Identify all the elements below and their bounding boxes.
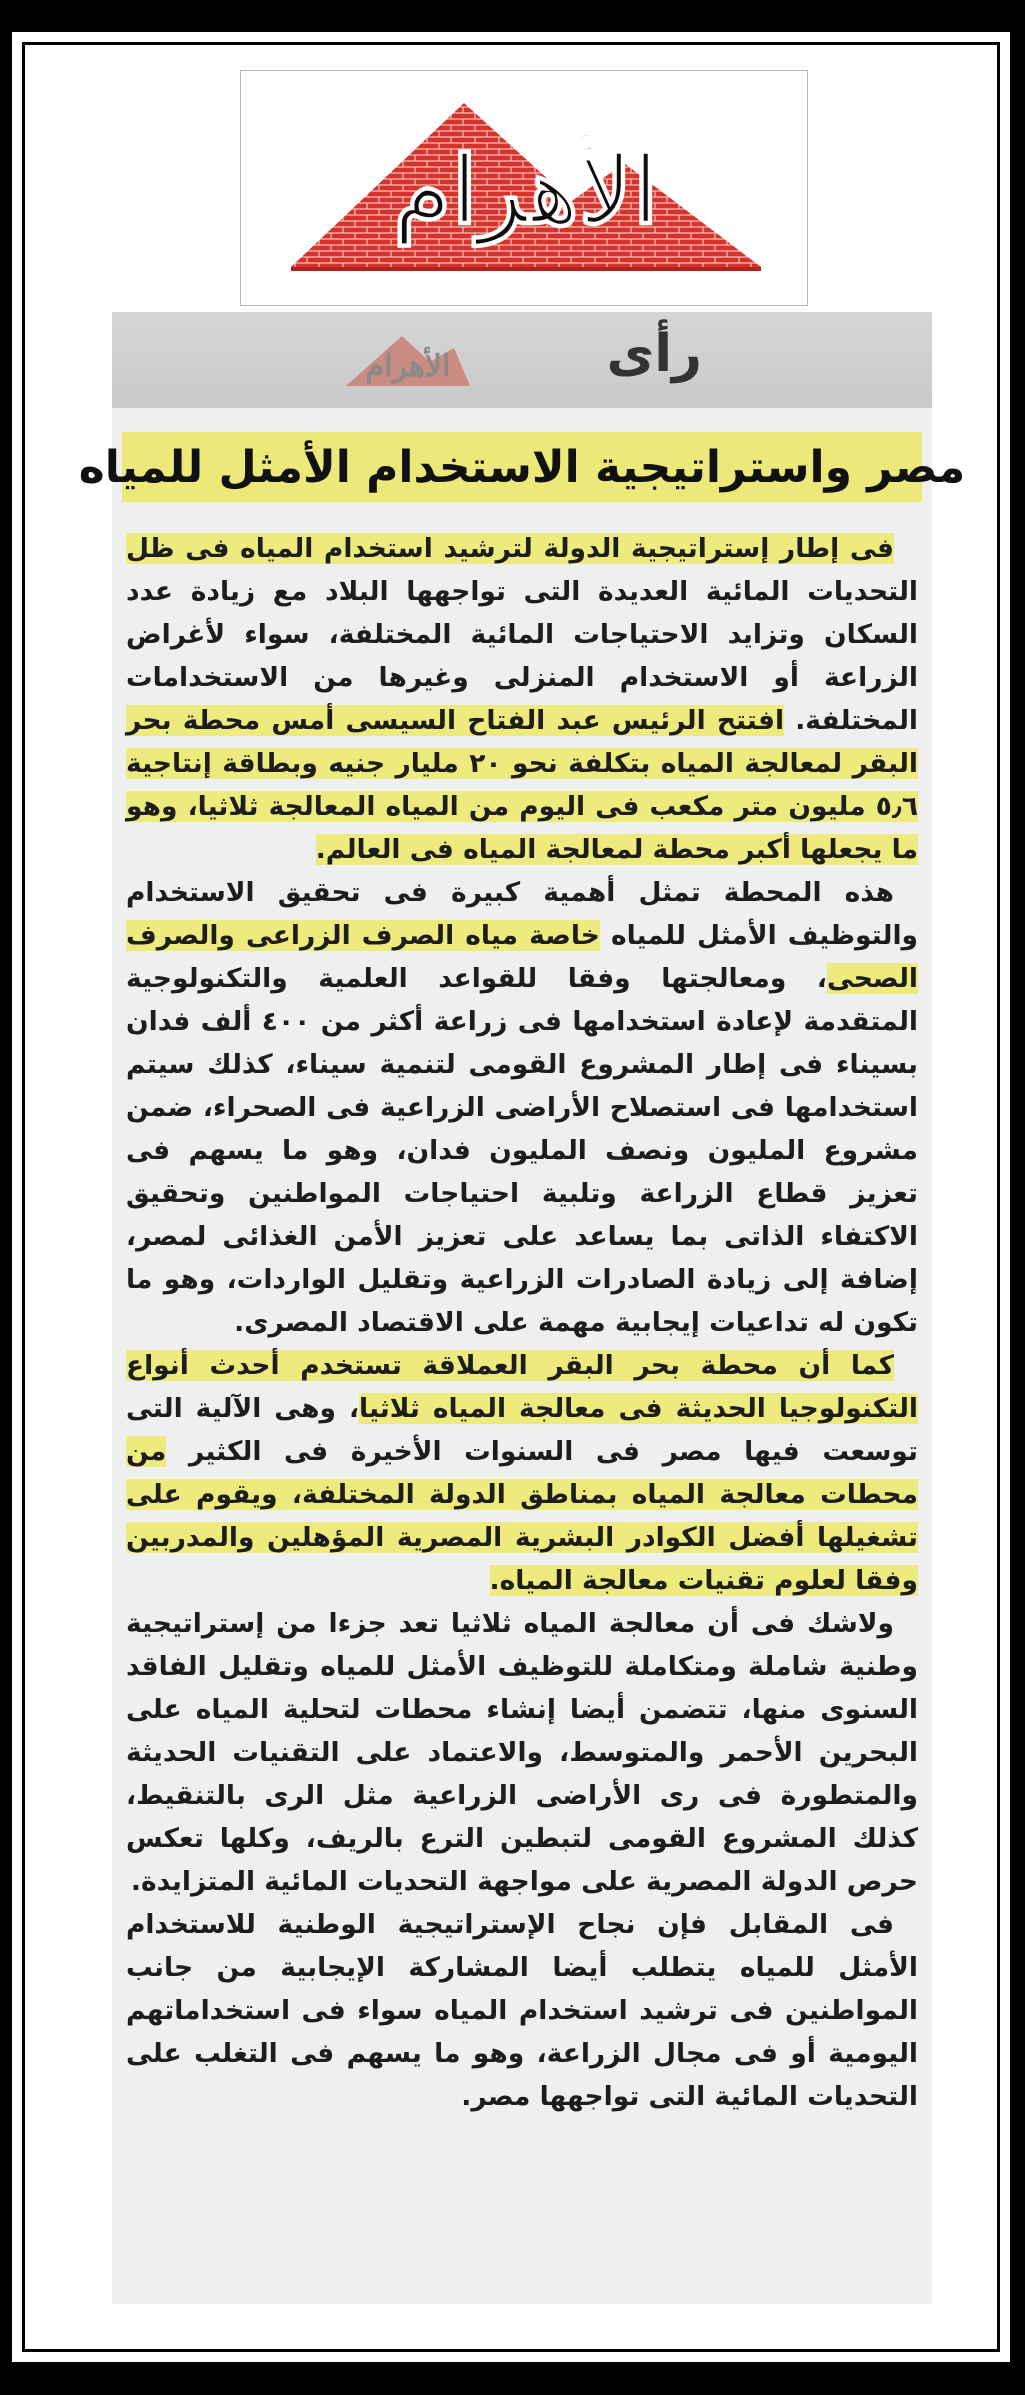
paragraph-2-text: هذه المحطة تمثل أهمية كبيرة فى تحقيق الاستخدام والتوظيف الأمثل للمياه: [126, 877, 918, 951]
paragraph-4: [126, 1602, 918, 1903]
masthead-logo-box: [240, 70, 808, 306]
paragraph-1-highlight-2: افتتح الرئيس عبد الفتاح السيسى أمس محطة بحر البقر لمعالجة المياه بتكلفة نحو ٢٠ مليار جنيه وبطاقة إنتاجية ٥٫٦ مليون متر مكعب فى اليوم من المياه المعالجة ثلاثيا، وهو ما يجعلها أكبر محطة لمعالجة المياه فى العالم.: [126, 705, 918, 865]
paragraph-2: [126, 871, 918, 1344]
paragraph-5-text: فى المقابل فإن نجاح الإستراتيجية الوطنية للاستخدام الأمثل للمياه يتطلب أيضا المشاركة الإيجابية من جانب المواطنين فى ترشيد استخدام المياه سواء فى استخداماتهم اليومية أو فى مجال الزراعة، وهو ما يسهم فى التغلب على التحديات المائية التى تواجهها مصر.: [126, 1909, 918, 2112]
paragraph-3: [126, 1344, 918, 1602]
paragraph-1: [126, 527, 918, 871]
paragraph-3-text-mid: ، وهى الآلية التى توسعت فيها مصر فى السنوات الأخيرة فى الكثير: [126, 1393, 918, 1467]
paragraph-2-text-mid: ، ومعالجتها وفقا للقواعد العلمية والتكنولوجية المتقدمة لإعادة استخدامها فى زراعة أكثر من ٤٠٠ ألف فدان بسيناء فى إطار المشروع القومى لتنمية سيناء، كذلك سيتم استخدامها فى استصلاح الأراضى الزراعية فى الصحراء، ضمن مشروع المليون ونصف المليون فدان، وهو ما يسهم فى تعزيز قطاع الزراعة وتلبية احتياجات المواطنين وتحقيق الاكتفاء الذاتى بما يساعد على تعزيز الأمن الغذائى لمصر، إضافة إلى زيادة الصادرات الزراعية وتقليل الواردات، وهو ما تكون له تداعيات إيجابية مهمة على الاقتصاد المصرى.: [126, 963, 918, 1338]
paragraph-1-highlight-1: فى إطار إستراتيجية الدولة لترشيد استخدام المياه فى ظل: [126, 533, 894, 564]
paragraph-3-highlight-2: من محطات معالجة المياه بمناطق الدولة المختلفة، ويقوم على تشغيلها أفضل الكوادر البشرية المصرية المؤهلين والمدربين وفقا لعلوم تقنيات معالجة المياه.: [126, 1436, 918, 1596]
paragraph-4-text: ولاشك فى أن معالجة المياه ثلاثيا تعد جزءا من إستراتيجية وطنية شاملة ومتكاملة للتوظيف الأمثل للمياه وتقليل الفاقد السنوى منها، تتضمن أيضا إنشاء محطات لتحلية المياه على البحرين الأحمر والمتوسط، والاعتماد على التقنيات الحديثة والمتطورة فى رى الأراضى الزراعية مثل الرى بالتنقيط، كذلك المشروع القومى لتبطين الترع بالريف، وكلها تعكس حرص الدولة المصرية على مواجهة التحديات المائية المتزايدة.: [126, 1608, 918, 1897]
paragraph-3-highlight-1: كما أن محطة بحر البقر العملاقة تستخدم أحدث أنواع التكنولوجيا الحديثة فى معالجة المياه ثلاثيا: [126, 1350, 919, 1424]
paragraph-2-highlight-1: خاصة مياه الصرف الزراعى والصرف الصحى: [126, 920, 918, 994]
section-header: [112, 312, 932, 408]
section-label: رأى: [606, 324, 702, 384]
headline-bar: [78, 432, 966, 502]
section-logo-text: الأهرام: [365, 349, 451, 384]
ahram-pyramid-logo: [241, 71, 807, 305]
newspaper-clipping: [78, 312, 966, 2304]
section-pyramid-logo: [342, 330, 472, 390]
masthead-logo-text: الأهرام: [393, 136, 659, 246]
article-headline: مصر واستراتيجية الاستخدام الأمثل للمياه: [78, 441, 966, 493]
paragraph-5: [126, 1903, 918, 2118]
article-body: [126, 527, 918, 2118]
paragraph-1-text-mid: التحديات المائية العديدة التى تواجهها البلاد مع زيادة عدد السكان وتزايد الاحتياجات المائية المختلفة، سواء لأغراض الزراعة أو الاستخدام المنزلى وغيرها من الاستخدامات المختلفة.: [126, 576, 918, 736]
